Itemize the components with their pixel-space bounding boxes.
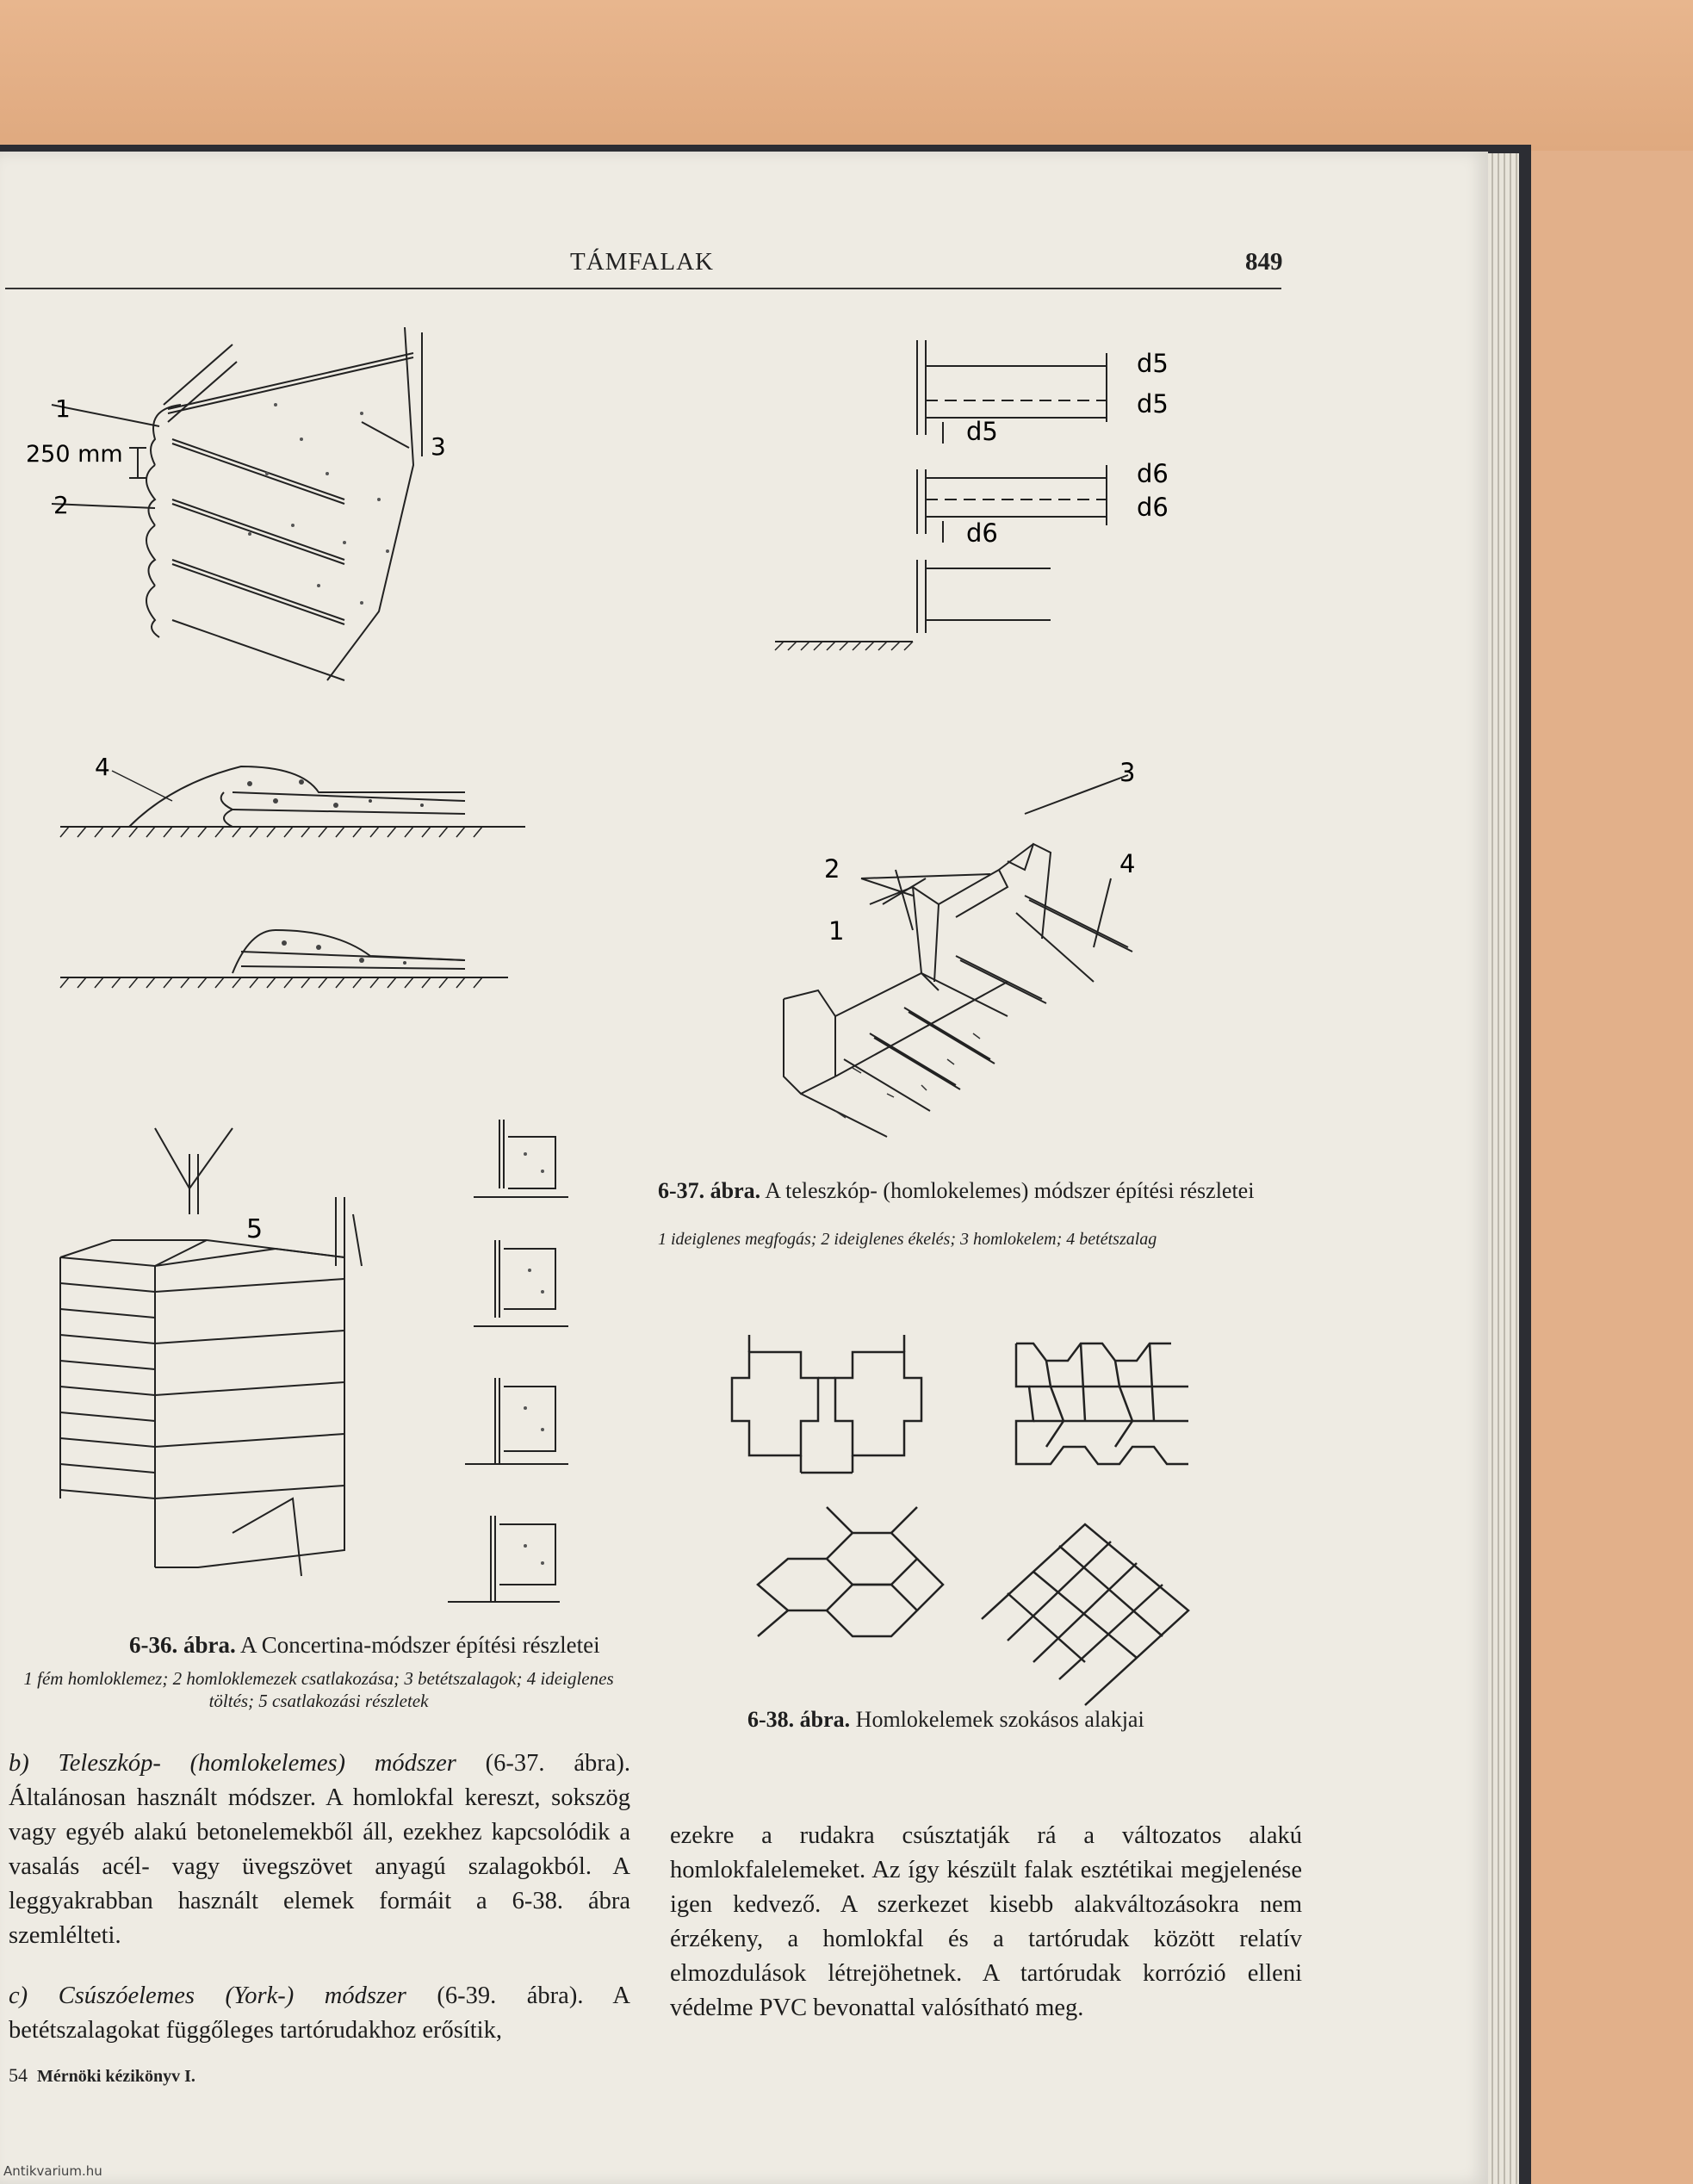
fig-6-38-number: 6-38. ábra. — [747, 1707, 851, 1732]
footer-signature-number: 54 — [9, 2064, 28, 2086]
fig-6-36-label-3: 3 — [431, 432, 446, 461]
paragraph-york-lead: c) Csúszóelemes (York-) módszer — [9, 1982, 406, 2009]
figure-6-36-fill-sections — [60, 741, 525, 990]
page-number: 849 — [1245, 248, 1283, 276]
fig-6-37-d5-label-c: d5 — [966, 417, 998, 446]
body-right-column — [670, 1819, 1302, 2051]
figure-6-36-connection-details — [60, 1120, 594, 1602]
fig-6-36-label-1: 1 — [55, 394, 71, 423]
running-title: TÁMFALAK — [570, 248, 714, 276]
fig-6-37-label-3: 3 — [1119, 758, 1136, 787]
figure-6-38-shapes — [723, 1335, 1240, 1671]
fig-6-36-dimension: 250 mm — [26, 441, 123, 468]
fig-6-36-legend: 1 fém homloklemez; 2 homloklemezek csatlakozása; 3 betétszalagok; 4 ideiglenes töltés; 5 csatlakozási részletek — [23, 1668, 614, 1711]
paragraph-telescope-lead: b) Teleszkóp- (homlokelemes) módszer — [9, 1750, 456, 1777]
paragraph-telescope-text: (6-37. ábra). Általánosan használt módszer. A homlokfal kereszt, sokszög vagy egyéb alakú betonelemekből áll, ezekhez kapcsolódik a vasalás acél- vagy üvegszövet anyagú szalagokból. A leggyakrabban használt elemek formáit a 6-38. ábra szemlélteti. — [9, 1750, 630, 1949]
fig-6-37-d6-label-c: d6 — [966, 518, 998, 548]
fig-6-36-number: 6-36. ábra. — [129, 1632, 236, 1658]
figure-6-37-dimensions — [775, 336, 1119, 655]
fig-6-37-label-2: 2 — [824, 854, 840, 884]
fig-6-37-title: A teleszkóp- (homlokelemes) módszer építési részletei — [765, 1178, 1255, 1203]
paragraph-telescope-method — [9, 1747, 630, 1953]
figure-6-36-panels — [17, 327, 465, 689]
paragraph-right-continuation: ezekre a rudakra csúsztatják rá a változatos alakú homlokfalelemeket. Az így készült falak esztétikai megjelenése igen kedvező. A szerkezet kisebb alakváltozásokra nem érzékeny, a homlokfal és a tartórudak között relatív elmozdulások létrejöhetnek. A tartórudak korrózió elleni védelme PVC bevonattal valósítható meg. — [670, 1822, 1302, 2021]
fig-6-36-label-2: 2 — [53, 491, 69, 519]
figure-6-37-isometric — [784, 775, 1180, 1154]
background-surface — [0, 0, 1693, 151]
fig-6-37-number: 6-37. ábra. — [658, 1178, 761, 1203]
fig-6-37-d5-label-a: d5 — [1137, 349, 1169, 378]
footer-signature — [9, 2064, 195, 2087]
footer-book-title: Mérnöki kézikönyv I. — [37, 2067, 195, 2086]
body-left-column — [9, 1747, 630, 2074]
paragraph-york-text: (6-39. ábra). A betétszalagokat függőleges tartórudakhoz erősítik, — [9, 1982, 630, 2044]
fig-6-37-caption — [658, 1178, 1287, 1204]
fig-6-36-caption — [129, 1632, 600, 1659]
watermark: Antikvarium.hu — [3, 2163, 102, 2179]
paragraph-york-method — [9, 1979, 630, 2048]
fig-6-36-label-5: 5 — [246, 1214, 264, 1244]
fig-6-37-label-1: 1 — [828, 916, 845, 946]
fig-6-36-title: A Concertina-módszer építési részletei — [240, 1632, 600, 1658]
fig-6-36-label-4: 4 — [95, 753, 110, 781]
fig-6-37-label-4: 4 — [1119, 849, 1136, 878]
fig-6-37-d5-label-b: d5 — [1137, 389, 1169, 419]
fig-6-38-title: Homlokelemek szokásos alakjai — [855, 1707, 1144, 1732]
fig-6-38-caption — [747, 1707, 1144, 1733]
header-rule — [5, 288, 1281, 289]
fig-6-37-d6-label-b: d6 — [1137, 493, 1169, 522]
fig-6-37-legend: 1 ideiglenes megfogás; 2 ideiglenes ékelés; 3 homlokelem; 4 betétszalag — [658, 1230, 1157, 1249]
fig-6-37-d6-label-a: d6 — [1137, 459, 1169, 488]
